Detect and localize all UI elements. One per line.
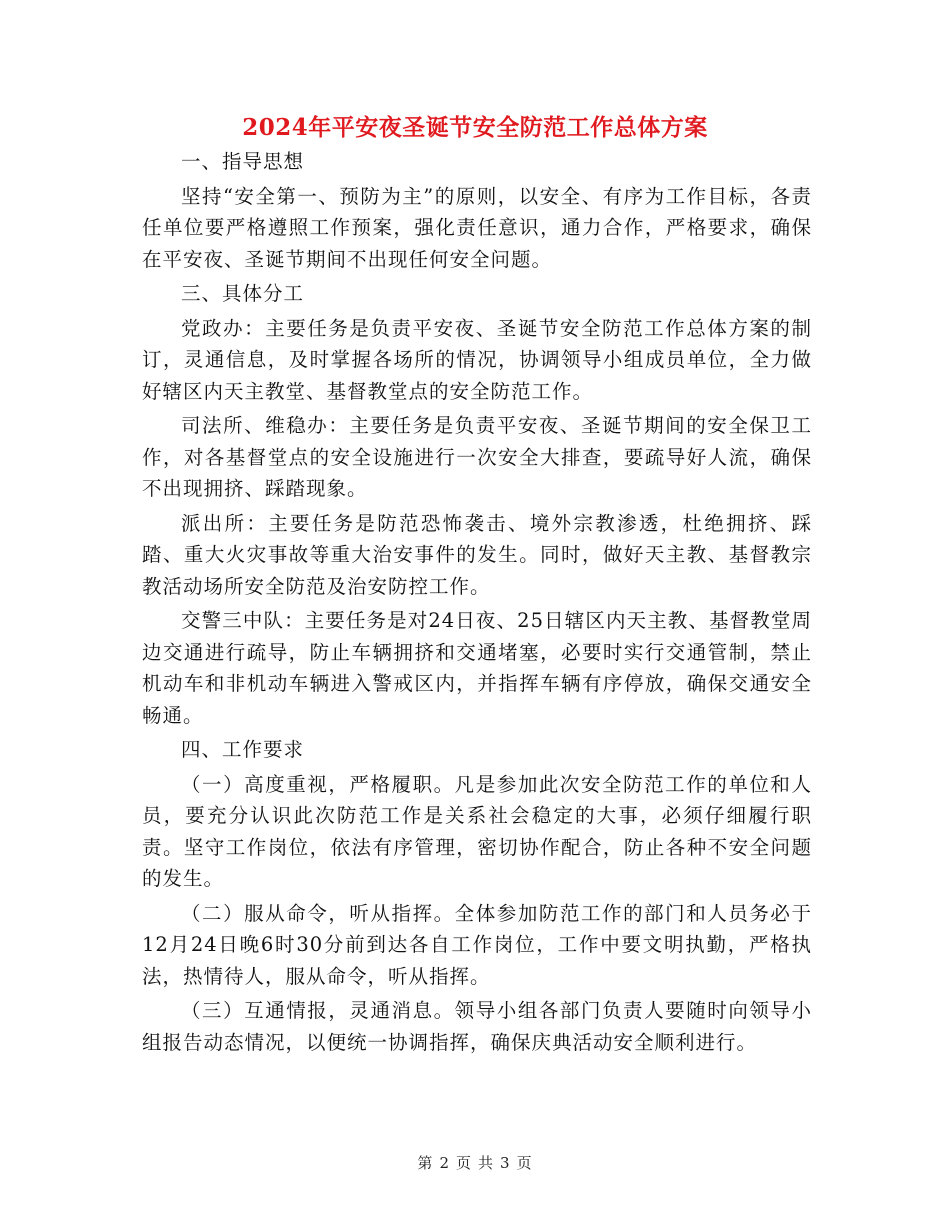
paragraph-requirement-1: （一）高度重视，严格履职。凡是参加此次安全防范工作的单位和人员，要充分认识此次防范工作是关系社会稳定的大事，必须仔细履行职责。坚守工作岗位，依法有序管理，密切协作配合，防止各种不安全问题的发生。 [142,772,812,890]
footer-current-page: 2 [439,1154,450,1172]
document-body [142,146,812,1061]
footer-total-pages: 3 [500,1154,511,1172]
paragraph-party-office: 党政办：主要任务是负责平安夜、圣诞节安全防范工作总体方案的制订，灵通信息，及时掌握各场所的情况，协调领导小组成员单位，全力做好辖区内天主教堂、基督教堂点的安全防范工作。 [142,316,812,403]
footer-page-unit: 页 [455,1154,472,1172]
section-heading-division-of-work: 三、具体分工 [181,282,305,305]
page-footer [0,1152,950,1173]
paragraph-police-station: 派出所：主要任务是防范恐怖袭击、境外宗教渗透，杜绝拥挤、踩踏、重大火灾事故等重大治安事件的发生。同时，做好天主教、基督教宗教活动场所安全防范及治安防控工作。 [142,511,812,598]
footer-prefix: 第 [417,1154,434,1172]
paragraph-guiding-idea: 坚持“安全第一、预防为主”的原则，以安全、有序为工作目标，各责任单位要严格遵照工作预案，强化责任意识，通力合作，严格要求，确保在平安夜、圣诞节期间不出现任何安全问题。 [142,184,812,271]
section-heading-work-requirements: 四、工作要求 [181,738,305,761]
paragraph-requirement-3: （三）互通情报，灵通消息。领导小组各部门负责人要随时向领导小组报告动态情况，以便统一协调指挥，确保庆典活动安全顺利进行。 [142,999,812,1054]
paragraph-judicial-office: 司法所、维稳办：主要任务是负责平安夜、圣诞节期间的安全保卫工作，对各基督堂点的安全设施进行一次安全大排查，要疏导好人流，确保不出现拥挤、踩踏现象。 [142,414,812,500]
paragraph-traffic-police: 交警三中队：主要任务是对24日夜、25日辖区内天主教、基督教堂周边交通进行疏导，防止车辆拥挤和交通堵塞，必要时实行交通管制，禁止机动车和非机动车辆进入警戒区内，并指挥车辆有序停放，确保交通安全畅通。 [142,609,812,727]
paragraph-requirement-2: （二）服从命令，听从指挥。全体参加防范工作的部门和人员务必于12月24日晚6时30分前到达各自工作岗位，工作中要文明执勤，严格执法，热情待人，服从命令，听从指挥。 [142,901,812,988]
footer-total-unit: 页 [516,1154,533,1172]
document-title: 2024年平安夜圣诞节安全防范工作总体方案 [242,114,708,141]
footer-total-prefix: 共 [478,1154,495,1172]
section-heading-guiding-idea: 一、指导思想 [181,150,305,173]
